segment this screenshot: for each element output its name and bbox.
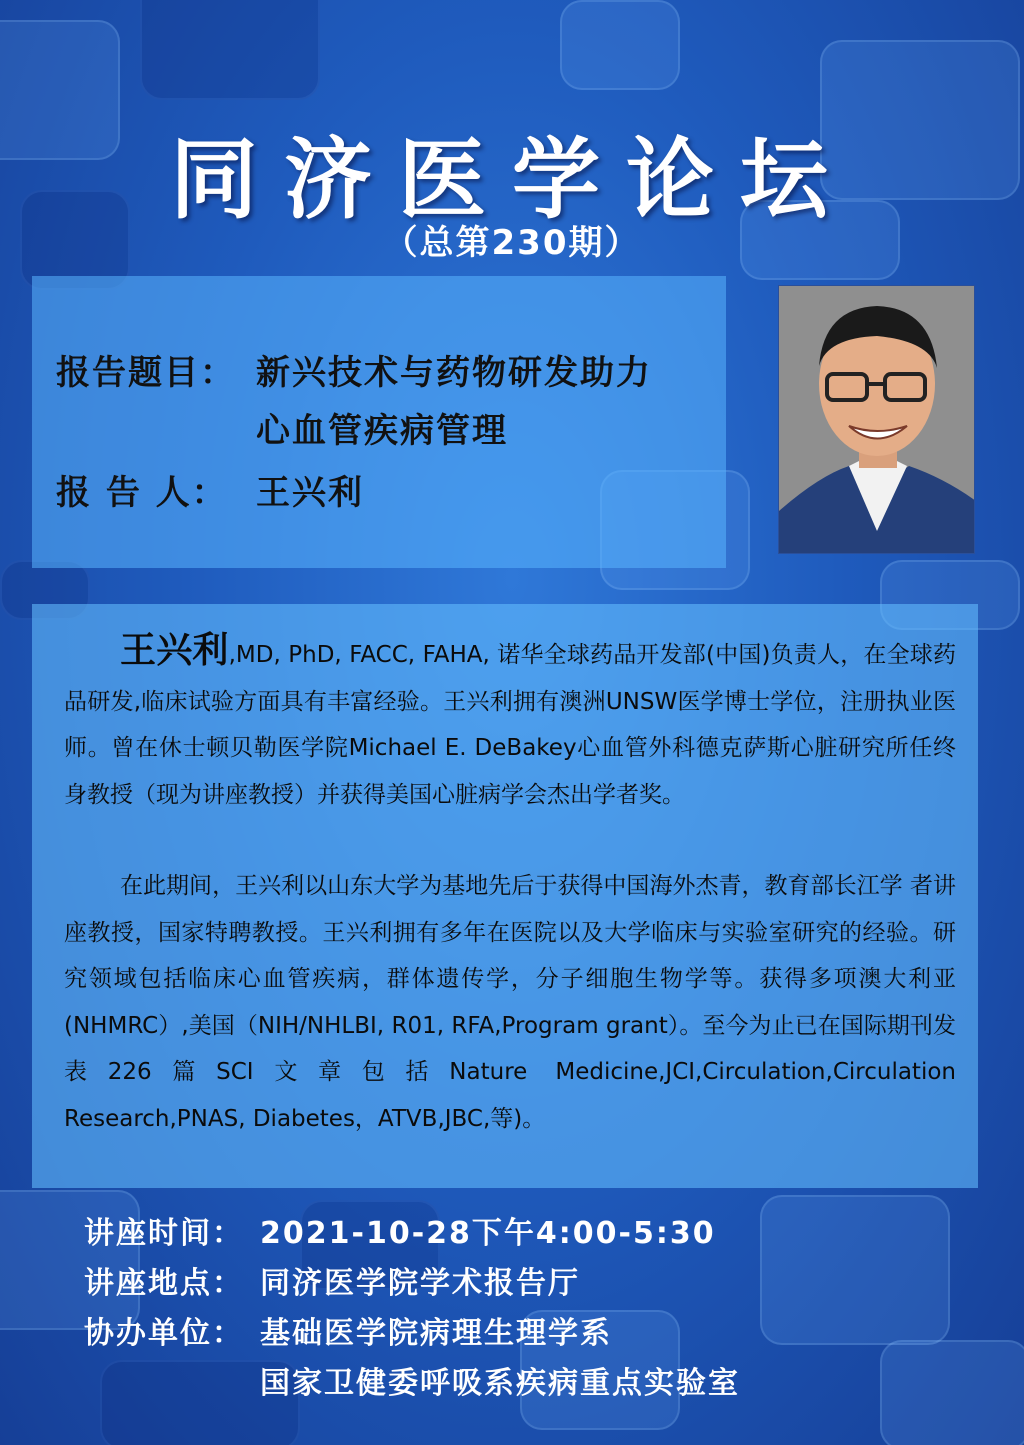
issue-number: （总第230期） xyxy=(383,223,641,263)
organizer-label: 协办单位： xyxy=(84,1316,244,1351)
speaker-name: 王兴利 xyxy=(256,473,364,513)
bio-paragraph-2: 在此期间，王兴利以山东大学为基地先后于获得中国海外杰青，教育部长江学 者讲座教授，国家特聘教授。王兴利拥有多年在医院以及大学临床与实验室研究的经验。研究领域包括临床心血管疾病，群体遗传学，分子细胞生物学等。获得多项澳大利亚(NHMRC）,美国（NIH/NHLBI, R01, RFA,Program grant）。至今为止已在国际期刊发表226篇SCI文章包括Nature Medicine,JCI,Circulation,Circulation Research,PNAS, Diabetes，ATVB,JBC,等)。 xyxy=(64,873,956,1132)
lecture-time: 2021-10-28下午4:00-5:30 xyxy=(260,1216,716,1251)
organizer-1: 基础医学院病理生理学系 xyxy=(260,1316,612,1351)
topic-line-2: 心血管疾病管理 xyxy=(256,411,508,451)
place-label: 讲座地点： xyxy=(84,1266,244,1301)
speaker-label: 报 告 人： xyxy=(56,473,228,513)
organizer-2: 国家卫健委呼吸系疾病重点实验室 xyxy=(260,1366,740,1401)
topic-label: 报告题目： xyxy=(56,353,236,393)
time-label: 讲座时间： xyxy=(84,1216,244,1251)
topic-line-1: 新兴技术与药物研发助力 xyxy=(256,353,652,393)
forum-title: 同济医学论坛 xyxy=(169,128,854,231)
bio-paragraph-1-text: ,MD, PhD, FACC, FAHA, 诺华全球药品开发部(中国)负责人，在全球药品研发,临床试验方面具有丰富经验。王兴利拥有澳洲UNSW医学博士学位，注册执业医师。曾在休士顿贝勒医学院Michael E. DeBakey心血管外科德克萨斯心脏研究所任终身教授（现为讲座教授）并获得美国心脏病学会杰出学者奖。 xyxy=(64,642,956,808)
speaker-photo xyxy=(778,285,975,554)
bio-name: 王兴利 xyxy=(120,630,229,671)
bio-paragraph-1 xyxy=(64,628,956,818)
lecture-place: 同济医学院学术报告厅 xyxy=(260,1266,580,1301)
